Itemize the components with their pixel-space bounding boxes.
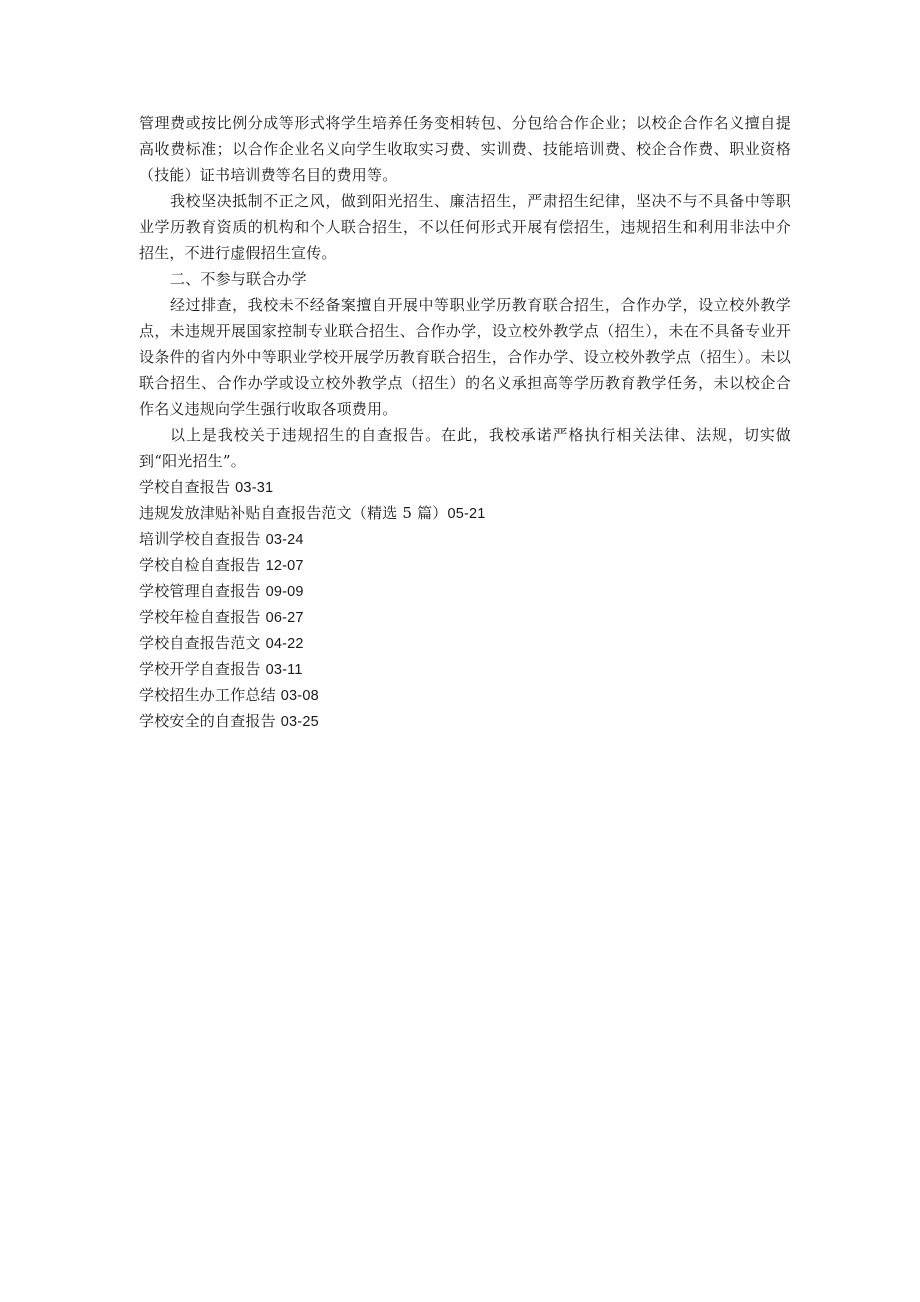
- related-link-item[interactable]: [139, 708, 791, 734]
- related-link-date: 05-21: [447, 506, 486, 522]
- related-link-item[interactable]: [139, 578, 791, 604]
- related-link-date: 12-07: [265, 558, 304, 574]
- related-link-item[interactable]: [139, 604, 791, 630]
- paragraph-conclusion: 以上是我校关于违规招生的自查报告。在此，我校承诺严格执行相关法律、法规，切实做到“阳光招生”。: [139, 426, 791, 470]
- related-link-title[interactable]: 学校开学自查报告: [139, 660, 261, 678]
- related-link-title[interactable]: 学校管理自查报告: [139, 582, 261, 600]
- document-body: [139, 110, 791, 734]
- related-link-date: 03-11: [265, 662, 303, 678]
- related-link-item[interactable]: [139, 630, 791, 656]
- related-link-date: 03-08: [280, 688, 319, 704]
- related-link-title[interactable]: 学校自查报告: [139, 478, 231, 496]
- related-link-title[interactable]: 培训学校自查报告: [139, 530, 261, 548]
- related-link-date: 03-31: [235, 480, 274, 496]
- related-link-item[interactable]: [139, 552, 791, 578]
- related-link-title[interactable]: 违规发放津贴补贴自查报告范文（精选 5 篇）: [139, 504, 448, 522]
- related-link-date: 09-09: [265, 584, 304, 600]
- related-link-item[interactable]: [139, 500, 791, 526]
- related-link-item[interactable]: [139, 474, 791, 500]
- related-link-date: 03-24: [265, 532, 304, 548]
- related-link-title[interactable]: 学校招生办工作总结: [139, 686, 276, 704]
- related-link-date: 03-25: [280, 714, 319, 730]
- related-links-list: [139, 474, 791, 734]
- related-link-title[interactable]: 学校年检自查报告: [139, 608, 261, 626]
- related-link-date: 06-27: [265, 610, 304, 626]
- section-heading-joint-schooling: 二、不参与联合办学: [170, 270, 307, 288]
- related-link-date: 04-22: [265, 636, 304, 652]
- related-link-title[interactable]: 学校自检自查报告: [139, 556, 261, 574]
- related-link-item[interactable]: [139, 656, 791, 682]
- paragraph-fees: 管理费或按比例分成等形式将学生培养任务变相转包、分包给合作企业；以校企合作名义擅自提高收费标准；以合作企业名义向学生收取实习费、实训费、技能培训费、校企合作费、职业资格（技能）证书培训费等名目的费用等。: [139, 114, 791, 184]
- related-link-item[interactable]: [139, 526, 791, 552]
- paragraph-inspection-result: 经过排查，我校未不经备案擅自开展中等职业学历教育联合招生，合作办学，设立校外教学点，未违规开展国家控制专业联合招生、合作办学，设立校外教学点（招生），未在不具备专业开设条件的省内外中等职业学校开展学历教育联合招生，合作办学、设立校外教学点（招生）。未以联合招生、合作办学或设立校外教学点（招生）的名义承担高等学历教育教学任务，未以校企合作名义违规向学生强行收取各项费用。: [139, 296, 791, 418]
- related-link-item[interactable]: [139, 682, 791, 708]
- related-link-title[interactable]: 学校自查报告范文: [139, 634, 261, 652]
- paragraph-enrollment-discipline: 我校坚决抵制不正之风，做到阳光招生、廉洁招生，严肃招生纪律，坚决不与不具备中等职业学历教育资质的机构和个人联合招生，不以任何形式开展有偿招生，违规招生和利用非法中介招生，不进行虚假招生宣传。: [139, 192, 791, 262]
- related-link-title[interactable]: 学校安全的自查报告: [139, 712, 276, 730]
